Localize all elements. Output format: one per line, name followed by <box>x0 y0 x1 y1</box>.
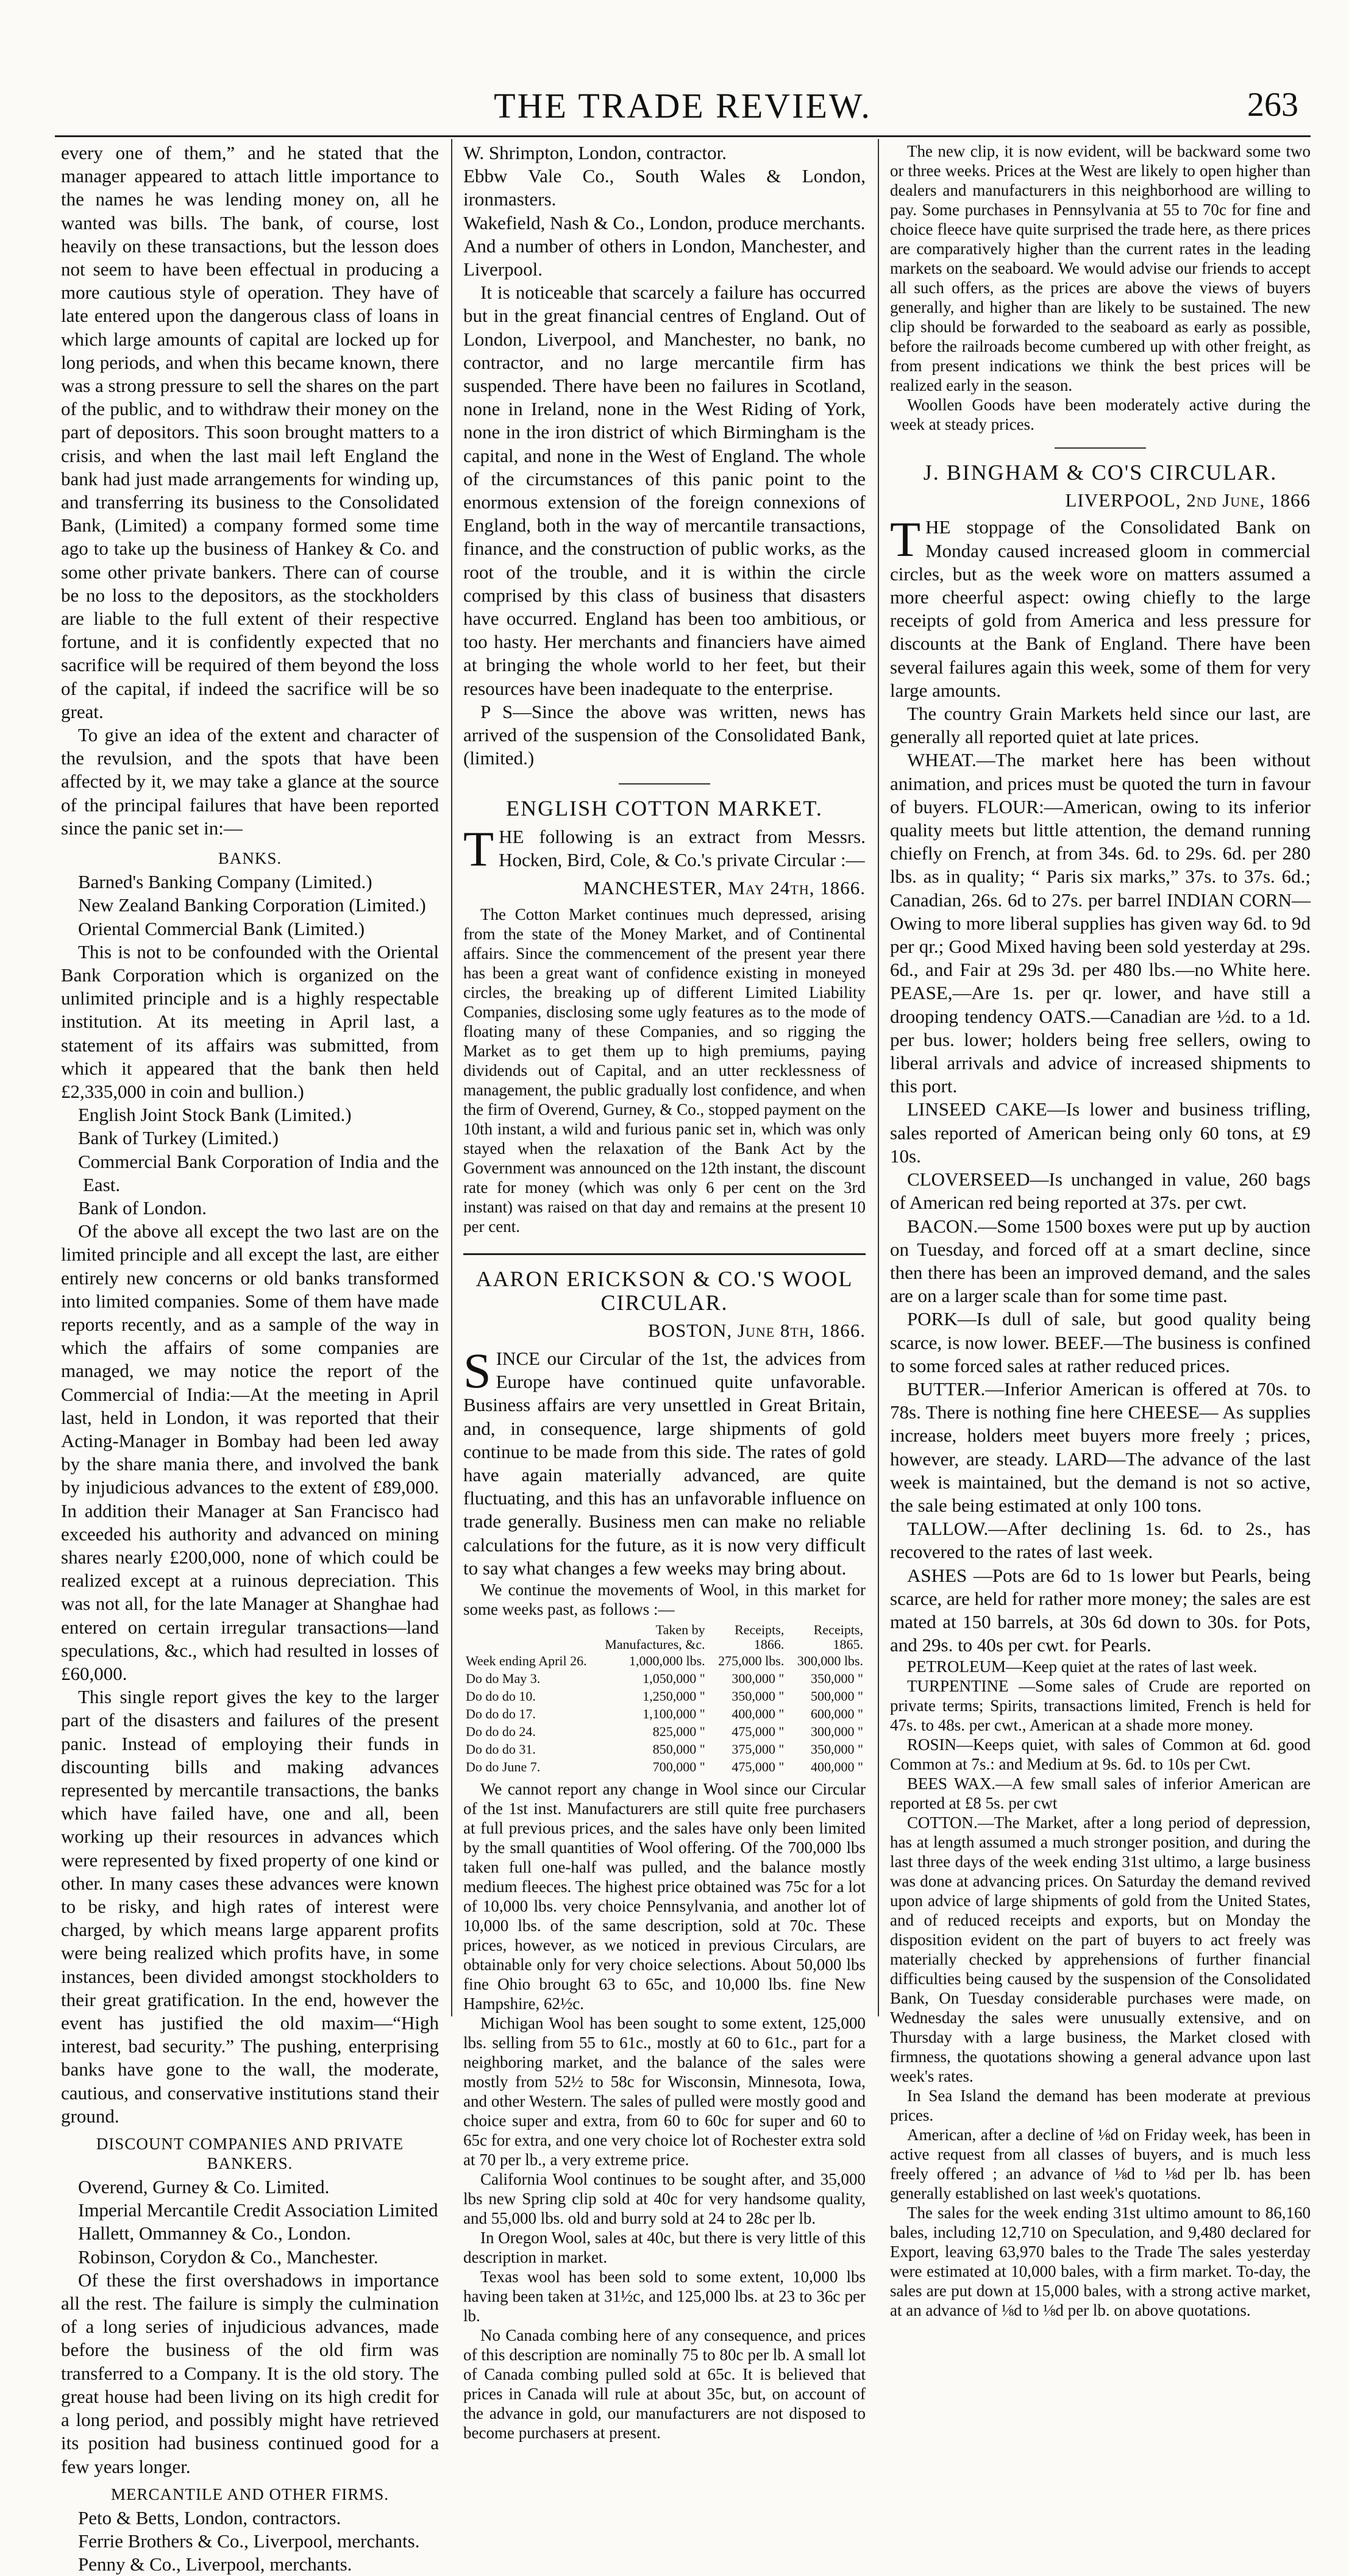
bank-entry: Commercial Bank Corporation of India and the East. <box>78 1150 439 1195</box>
market-paragraph: TURPENTINE —Some sales of Crude are reported on private terms; Spirits, transactions limited, French is held for 47s. to 48s. per cwt., American at a shade more money. <box>890 1677 1311 1735</box>
table-cell: 350,000 " <box>811 1741 863 1757</box>
wool-report: Michigan Wool has been sought to some extent, 125,000 lbs. selling from 55 to 61c., mostly at 60 to 61c., part for a neighboring market, and the balance of the sales were mostly from 52½ to 58c for Wisconsin, Minnesota, Iowa, and other Western. The sales of pulled were mostly good and choice super and extra, from 60 to 60c for super and 60 to 65c for extra, and one very choice lot of Rochester extra sold at 70 per lb., a very extreme price. <box>463 2013 866 2169</box>
market-paragraph: ASHES —Pots are 6d to 1s lower but Pearls, being scarce, are held for rather more money; the sales are est mated at 150 barrels, at 30s 6d down to 30s. for Pots, and 29s. to 40s per cwt. for Pearls. <box>890 1564 1311 1656</box>
market-paragraph: WHEAT.—The market here has been without animation, and prices must be quoted the turn in favour of buyers. FLOUR:—American, owing to its inferior quality meets but little attention, the demand running chiefly on French, at from 34s. 6d. to 29s. 6d. per 280 lbs. as in quality; “ Paris six marks,” 37s. to 37s. 6d.; Canadian, 26s. 6d to 27s. per barrel INDIAN CORN—Owing to more liberal supplies has given way 6d. to 9d per qr.; Good Mixed having been sold yesterday at 29s. 6d., and Fair at 29s 3d. per 480 lbs.—no White here. PEASE,—Are 1s. per qr. lower, and have still a drooping tendency OATS.—Canadian are ½d. to a 1d. per bus. lower; holders being free sellers, owing to liberal arrivals and advice of increased shipments to this port. <box>890 749 1311 1097</box>
table-cell: 1,250,000 " <box>642 1688 705 1704</box>
table-row <box>463 1758 866 1776</box>
page-number: 263 <box>1247 86 1298 124</box>
market-paragraph: The sales for the week ending 31st ultimo amount to 86,160 bales, including 12,710 on Speculation, and 9,480 declared for Export, leaving 63,970 bales to the Trade The sales yesterday were estimated at 10,000 bales, with a firm market. To-day, the sales are put down at 15,000 bales, with a strong active market, at an advance of ⅛d to ⅛d per lb. on above quotations. <box>890 2204 1311 2320</box>
wool-movements-table <box>463 1623 866 1776</box>
column-2 <box>463 141 866 2442</box>
table-row <box>463 1652 866 1670</box>
firm-entry: Ebbw Vale Co., South Wales & London, ironmasters. <box>463 165 866 210</box>
firm-entry: Hallett, Ommanney & Co., London. <box>78 2222 351 2244</box>
firm-entry: Peto & Betts, London, contractors. <box>78 2507 341 2528</box>
table-cell: 400,000 " <box>731 1706 785 1721</box>
wool-movements-intro: We continue the movements of Wool, in this market for some weeks past, as follows :— <box>463 1580 866 1618</box>
bank-entry: Oriental Commercial Bank (Limited.) <box>78 917 365 939</box>
drop-cap: T <box>463 820 494 877</box>
article-paragraph: This is not to be confounded with the Oriental Bank Corporation which is organized on the unlimited principle and is a highly respectable institution. At its meeting in April last, a statement of its affairs was submitted, from which it appeared that the bank then held £2,335,000 in coin and bullion.) <box>61 941 439 1102</box>
wool-report: Texas wool has been sold to some extent, 10,000 lbs having been taken at 31½c, and 125,000 lbs. at 23 to 36c per lb. <box>463 2267 866 2325</box>
wool-report: Woollen Goods have been moderately active during the week at steady prices. <box>890 396 1311 433</box>
wool-circular-heading: AARON ERICKSON & CO.'S WOOL CIRCULAR. <box>475 1267 853 1315</box>
firm-entry: Wakefield, Nash & Co., London, produce merchants. <box>463 212 866 233</box>
article-paragraph: every one of them,” and he stated that the manager appeared to attach little importance to the names he was lending money on, all he wanted was bills. The bank, of course, lost heavily on these transactions, but the lesson does not seem to have been effectual in producing a more cautious style of operation. They have of late entered upon the dangerous class of loans in which large amounts of capital are locked up for long periods, and when this became known, there was a strong pressure to sell the shares on the part of the public, and to withdraw their money on the part of depositors. This soon brought matters to a crisis, and when the last mail left England the bank had just made arrangements for winding up, and transferring its business to the Consolidated Bank, (Limited) a company formed some time ago to take up the business of Hankey & Co. and some other private bankers. There can of course be no loss to the depositors, as the stockholders are liable to the full extent of their respective fortune, and it is confidently expected that no sacrifice will be required of them beyond the loss of the capital, if indeed the sacrifice will be so great. <box>61 142 439 722</box>
table-row <box>463 1723 866 1740</box>
drop-cap: S <box>463 1342 491 1398</box>
market-paragraph: BACON.—Some 1500 boxes were put up by auction on Tuesday, and forced off at a smart decline, since then there has been an improved demand, and the sales are on a larger scale than for some time past. <box>890 1215 1311 1307</box>
postscript: P S—Since the above was written, news has arrived of the suspension of the Consolidated Bank, (limited.) <box>463 700 866 769</box>
market-paragraph: COTTON.—The Market, after a long period of depression, has at length assumed a much stronger position, and during the last three days of the week ending 31st ultimo, a large business was done at advancing prices. On Saturday the demand revived upon advice of large shipments of gold from the United States, and of reduced receipts and exports, but on Monday the disposition evident on the part of buyers to act freely was materially checked by apprehensions of further financial difficulties being caused by the suspension of the Consolidated Bank, On Tuesday considerable purchases were made, on Wednesday the sales were unusually extensive, and on Thursday with a large business, the Market closed with firmness, the quotations showing a general advance upon last week's rates. <box>890 1813 1311 2086</box>
table-cell: 1,100,000 " <box>642 1706 705 1721</box>
cotton-market-heading: ENGLISH COTTON MARKET. <box>506 796 823 821</box>
column-1 <box>61 141 439 2575</box>
firm-entry: Robinson, Corydon & Co., Manchester. <box>78 2246 379 2268</box>
article-paragraph: This single report gives the key to the larger part of the disasters and failures of the present panic. Instead of employing their funds in discounting bills and making advances represented by mercantile transactions, the banks which have failed have, one and all, been working up their resources in advances which were represented by fixed property of one kind or other. In many cases these advances were known to be risky, and high rates of interest were charged, by which means large apparent profits were being realized which profits have, in some instances, been divided amongst stockholders to their great gratification. In the end, however the event has justified the old maxim—“High interest, bad security.” The pushing, enterprising banks have gone to the wall, the moderate, cautious, and conservative institutions stand their ground. <box>61 1686 439 2127</box>
table-cell: Do do May 3. <box>466 1670 541 1686</box>
firm-entry: W. Shrimpton, London, contractor. <box>463 142 727 163</box>
section-heading-mercantile: MERCANTILE AND OTHER FIRMS. <box>110 2485 390 2503</box>
firm-entry: Ferrie Brothers & Co., Liverpool, merchants. <box>78 2530 420 2552</box>
market-paragraph: The country Grain Markets held since our last, are generally all reported quiet at late prices. <box>890 703 1311 748</box>
section-heading-discount: DISCOUNT COMPANIES AND PRIVATE BANKERS. <box>96 2135 404 2173</box>
market-paragraph: PETROLEUM—Keep quiet at the rates of last week. <box>907 1657 1258 1676</box>
bank-entry: English Joint Stock Bank (Limited.) <box>78 1104 352 1126</box>
market-paragraph: In Sea Island the demand has been moderate at previous prices. <box>890 2087 1311 2125</box>
market-paragraph: BUTTER.—Inferior American is offered at 70s. to 78s. There is nothing fine here CHEESE— As supplies increase, holders meet buyers more freely ; prices, however, are steady. LARD—The advance of the last week is maintained, but the demand is not so active, the sale being estimated at only 100 tons. <box>890 1378 1311 1516</box>
table-cell: 400,000 " <box>811 1759 863 1774</box>
table-cell: 850,000 " <box>652 1741 705 1757</box>
table-cell: 825,000 " <box>652 1723 705 1739</box>
column-divider-1 <box>451 139 452 2016</box>
market-paragraph: PORK—Is dull of sale, but good quality being scarce, is now lower. BEEF.—The business is confined to some forced sales at rather reduced prices. <box>890 1308 1311 1376</box>
wool-report: No Canada combing here of any consequence, and prices of this description are nominally 75 to 80c per lb. A small lot of Canada combing pulled sold at 65c. It is believed that prices in Canada will rule at about 35c, but, on account of the advance in gold, our manufacturers are not disposed to become purchasers at present. <box>463 2325 866 2442</box>
table-header: Receipts, 1865. <box>813 1621 863 1652</box>
market-paragraph: CLOVERSEED—Is unchanged in value, 260 bags of American red being reported at 37s. per cwt. <box>890 1169 1311 1214</box>
table-cell: Do do do 31. <box>466 1741 536 1757</box>
table-cell: Do do do 17. <box>466 1706 536 1721</box>
table-cell: 475,000 " <box>731 1759 785 1774</box>
table-header <box>463 1623 589 1652</box>
article-paragraph: Of these the first overshadows in importance all the rest. The failure is simply the culmination of a long series of injudicious advances, made before the business of the old firm was transferred to a Company. It is the old story. The great house had been living on its high credit for a long period, and possibly might have retrieved its position had business continued good for a few years longer. <box>61 2269 439 2477</box>
article-paragraph: To give an idea of the extent and character of the revulsion, and the spots that have been affected by it, we may take a glance at the source of the principal failures that have been reported since the panic set in:— <box>61 724 439 839</box>
table-cell: Do do do 24. <box>466 1723 536 1739</box>
wool-intro: INCE our Circular of the 1st, the advices from Europe have continued quite unfavorable. Business affairs are very unsettled in Great Britain, and, in consequence, large shipments of gold continue to be made from this side. The rates of gold have again materially advanced, are quite fluctuating, and this has an unfavorable influence on trade generally. Business men can make no reliable calculations for the future, as it is now very difficult to say what changes a few weeks may bring about. <box>463 1347 866 1579</box>
column-3 <box>890 141 1311 2320</box>
firm-entry: And a number of others in London, Manchester, and Liverpool. <box>463 235 866 280</box>
cotton-dateline: MANCHESTER, May 24th, 1866. <box>583 877 866 899</box>
table-header: Taken by Manufactures, &c. <box>605 1621 705 1652</box>
table-cell: 300,000 " <box>731 1670 785 1686</box>
publication-title: THE TRADE REVIEW. <box>494 86 872 126</box>
table-cell: Week ending April 26. <box>466 1653 587 1668</box>
cotton-intro: HE following is an extract from Messrs. Hocken, Bird, Cole, & Co.'s private Circular :— <box>499 825 866 870</box>
table-row <box>463 1670 866 1687</box>
table-cell: 350,000 " <box>731 1688 785 1704</box>
market-paragraph: BEES WAX.—A few small sales of inferior American are reported at £8 5s. per cwt <box>890 1774 1311 1813</box>
firm-entry: Overend, Gurney & Co. Limited. <box>78 2176 330 2198</box>
market-paragraph: TALLOW.—After declining 1s. 6d. to 2s., has recovered to the rates of last week. <box>890 1518 1311 1563</box>
table-cell: 475,000 " <box>731 1723 785 1739</box>
table-cell: 1,000,000 lbs. <box>629 1653 705 1668</box>
bingham-circular-heading: J. BINGHAM & CO'S CIRCULAR. <box>923 460 1278 485</box>
market-paragraph: American, after a decline of ⅛d on Friday week, has been in active request from all classes of buyers, and is much less freely offered ; an advance of ⅛d to ⅛d per lb. has been generally established on last week's quotations. <box>890 2126 1311 2203</box>
wool-dateline: BOSTON, June 8th, 1866. <box>647 1319 866 1341</box>
market-paragraph: ROSIN—Keeps quiet, with sales of Common at 6d. good Common at 7s.: and Medium at 9s. 6d. to 10s per Cwt. <box>890 1735 1311 1774</box>
table-cell: 275,000 lbs. <box>718 1653 785 1668</box>
wool-report: The new clip, it is now evident, will be backward some two or three weeks. Prices at the West are likely to open higher than dealers and manufacturers in this neighborhood are willing to pay. Some purchases in Pennsylvania at 55 to 70c for fine and choice fleece have quite surprised the trade here, as there prices are comparatively higher than the current rates in the leading markets on the seaboard. We would advise our friends to accept all such offers, as the prices are above the views of buyers generally, and higher than are likely to be sustained. The new clip should be forwarded to the seaboard as early as possible, before the railroads become cumbered up with other freight, as from present indications we think the best prices will be realized early in the season. <box>890 142 1311 394</box>
column-divider-2 <box>878 139 879 2016</box>
table-cell: 300,000 lbs. <box>797 1653 863 1668</box>
table-cell: 500,000 " <box>811 1688 863 1704</box>
section-rule <box>619 783 710 785</box>
table-cell: 300,000 " <box>811 1723 863 1739</box>
masthead-rule <box>55 135 1311 137</box>
bank-entry: Bank of London. <box>78 1197 207 1219</box>
bingham-dateline: LIVERPOOL, 2nd June, 1866 <box>1065 489 1311 511</box>
table-cell: 350,000 " <box>811 1670 863 1686</box>
section-rule <box>463 1253 866 1255</box>
table-cell: 1,050,000 " <box>642 1670 705 1686</box>
masthead <box>55 85 1311 126</box>
section-rule <box>1055 447 1146 449</box>
article-paragraph: It is noticeable that scarcely a failure has occurred but in the great financial centres of England. Out of London, Liverpool, and Manchester, no bank, no contractor, and no large mercantile firm has suspended. There have been no failures in Scotland, none in Ireland, none in the West Riding of York, none in the iron district of which Birmingham is the capital, and none in the West of England. The whole of the circumstances of this panic point to the enormous extension of the foreign connexions of England, both in the way of mercantile transactions, finance, and the construction of public works, as the root of the trouble, and it is within the circle comprised by this class of business that disasters have occurred. England has been too ambitious, or too hasty. Her merchants and financiers have aimed at bringing the whole world to her feet, but their resources have been inadequate to the enterprise. <box>463 282 866 699</box>
drop-cap: T <box>890 511 921 568</box>
article-paragraph: Of the above all except the two last are on the limited principle and all except the last, are either entirely new concerns or old banks transformed into limited companies. Some of them have made reports recently, and as a sample of the way in which the affairs of some companies are managed, we may notice the report of the Commercial of India:—At the meeting in April last, held in London, it was reported that their Acting-Manager in Bombay had been led away by the share mania there, and involved the bank by injudicious advances to the extent of £89,000. In addition their Manager at San Francisco had exceeded his authority and advanced on mining shares nearly £200,000, none of which could be realized except at a ruinous depreciation. This was not all, for the late Manager at Shanghae had entered on certain irregular transactions—land speculations, &c., which had resulted in losses of £60,000. <box>61 1220 439 1684</box>
market-paragraph: LINSEED CAKE—Is lower and business trifling, sales reported of American being only 60 tons, at £9 10s. <box>890 1098 1311 1167</box>
table-cell: 700,000 " <box>652 1759 705 1774</box>
table-row <box>463 1740 866 1758</box>
table-header: Receipts, 1866. <box>735 1621 785 1652</box>
wool-report: In Oregon Wool, sales at 40c, but there is very little of this description in market. <box>463 2228 866 2266</box>
bank-entry: Bank of Turkey (Limited.) <box>78 1127 279 1149</box>
bingham-intro: HE stoppage of the Consolidated Bank on Monday caused increased gloom in commercial circles, but as the week wore on matters assumed a more cheerful aspect: owing chiefly to the large receipts of gold from America and less pressure for discounts at the Bank of England. There have been several failures again this week, some of them for very large amounts. <box>890 516 1311 701</box>
table-cell: Do do June 7. <box>466 1759 541 1774</box>
table-row <box>463 1687 866 1705</box>
table-header-row <box>463 1623 866 1652</box>
cotton-report: The Cotton Market continues much depressed, arising from the state of the Money Market, and of Continental affairs. Since the commencement of the present year there has been a great want of confidence existing in moneyed circles, the breaking up of different Limited Liability Companies, disclosing some ugly features as to the mode of floating many of these Companies, and so rigging the Market as to get them up to high premiums, paying dividends out of Capital, and an utter recklessness of management, the public gradually lost confidence, and when the firm of Overend, Gurney, & Co., stopped payment on the 10th instant, a wild and furious panic set in, which was only stayed when the relaxation of the Bank Act by the Government was announced on the 12th instant, the discount rate for money (which was only 6 per cent on the 3rd instant) was raised on that day and remains at the present 10 per cent. <box>463 905 866 1236</box>
section-heading-banks: BANKS. <box>218 849 282 868</box>
firm-entry: Penny & Co., Liverpool, merchants. <box>78 2553 352 2575</box>
bank-entry: Barned's Banking Company (Limited.) <box>78 871 372 893</box>
table-row <box>463 1705 866 1723</box>
firm-entry: Imperial Mercantile Credit Association Limited <box>78 2199 438 2221</box>
bank-entry: New Zealand Banking Corporation (Limited.) <box>78 894 426 916</box>
wool-report: California Wool continues to be sought after, and 35,000 lbs new Spring clip sold at 40c for very handsome quality, and 55,000 lbs. old and burry sold at 24 to 28c per lb. <box>463 2169 866 2227</box>
table-cell: Do do do 10. <box>466 1688 536 1704</box>
table-cell: 375,000 " <box>731 1741 785 1757</box>
wool-report: We cannot report any change in Wool since our Circular of the 1st inst. Manufacturers are still quite free purchasers at full previous prices, and the sales have only been limited by the small quantities of Wool offering. Of the 700,000 lbs taken full one-half was pulled, and the balance mostly medium fleeces. The highest price obtained was 75c for a lot of 10,000 lbs. very choice Pennsylvania, and another lot of 10,000 lbs. of the same description, sold at 70c. These prices, however, as we noticed in previous Circulars, are obtainable only for very choice selections. About 50,000 lbs fine Ohio brought 63 to 65c, and 10,000 lbs. fine New Hampshire, 62½c. <box>463 1779 866 2013</box>
table-cell: 600,000 " <box>811 1706 863 1721</box>
